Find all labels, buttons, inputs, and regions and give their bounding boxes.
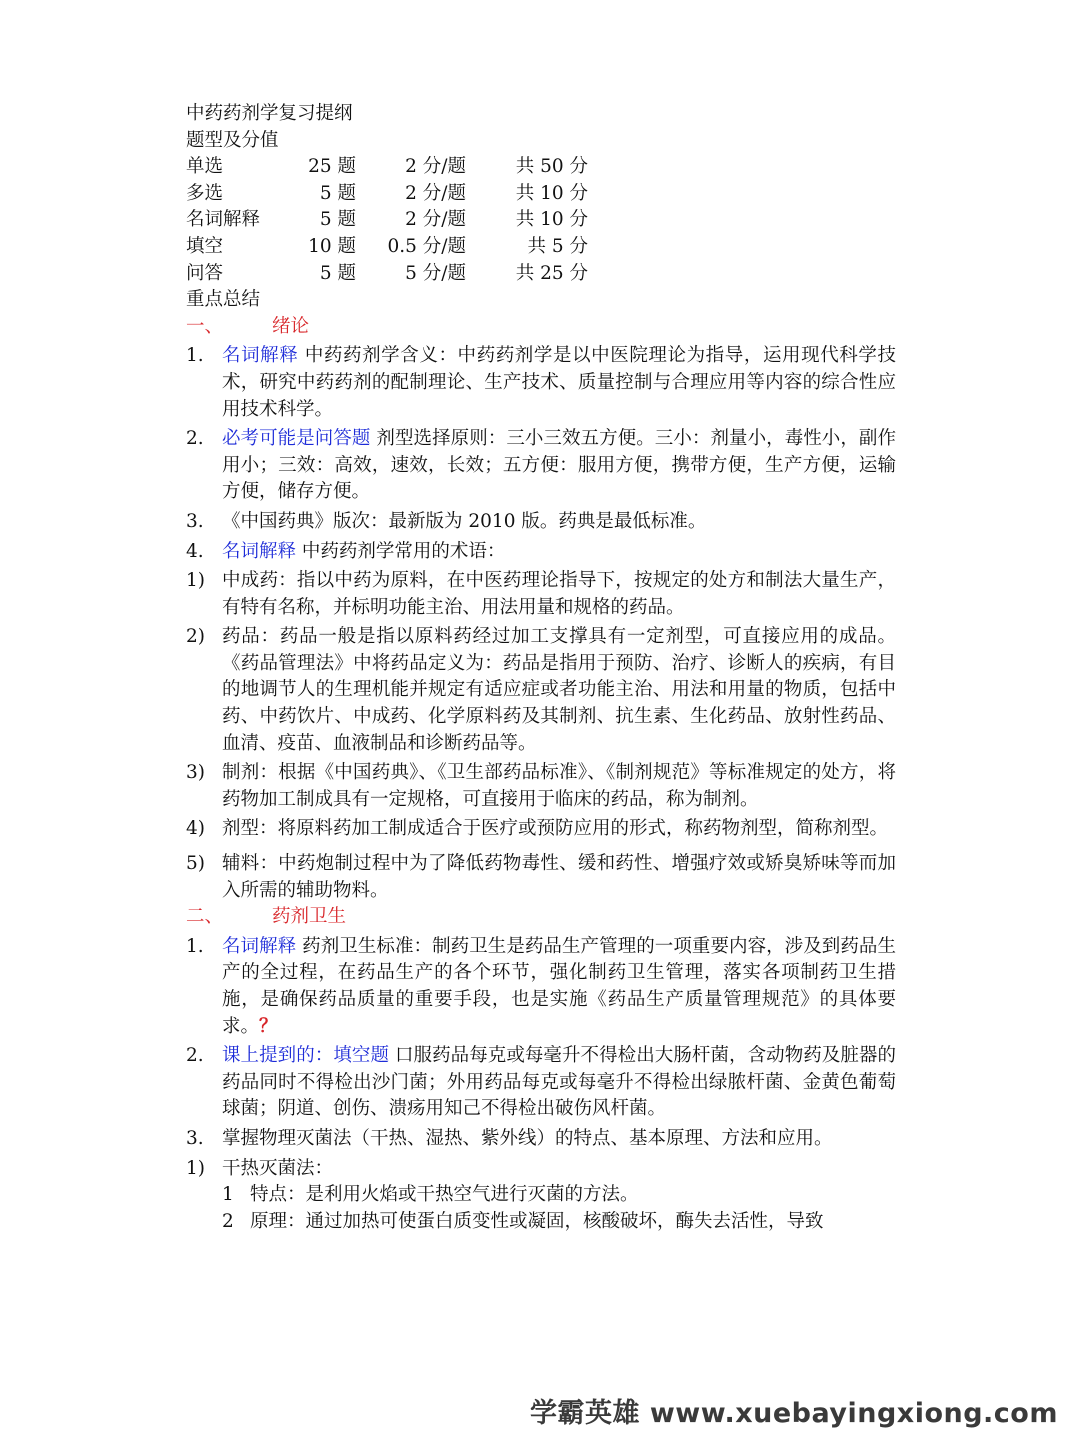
list-item bbox=[186, 343, 896, 423]
item-tag: 必考可能是问答题 bbox=[222, 428, 371, 450]
item-text: 《中国药典》版次：最新版为 2010 版。药典是最低标准。 bbox=[222, 510, 707, 532]
item-number: 3) bbox=[186, 762, 205, 784]
score-total: 共 10 分 bbox=[515, 182, 588, 204]
item-number: 2) bbox=[186, 626, 205, 648]
item-text: 药剂卫生标准：制药卫生是药品生产管理的一项重要内容，涉及到药品生产的全过程，在药品生产的各个环节，强化制药卫生管理，落实各项制药卫生措施，是确保药品质量的重要手段，也是实施《药品生产质量管理规范》的具体要求。 bbox=[222, 935, 896, 1037]
term-item bbox=[186, 568, 896, 621]
term-item bbox=[186, 816, 896, 843]
list-item bbox=[186, 509, 896, 536]
score-count: 25 题 bbox=[308, 156, 356, 178]
score-per: 2 分/题 bbox=[405, 182, 466, 204]
item-number: 2. bbox=[186, 428, 204, 450]
score-count: 10 题 bbox=[308, 235, 356, 257]
item-text: 掌握物理灭菌法（干热、湿热、紫外线）的特点、基本原理、方法和应用。 bbox=[222, 1127, 833, 1149]
item-text: 剂型选择原则：三小三效五方便。三小：剂量小，毒性小，副作用小；三效：高效，速效，长效；五方便：服用方便，携带方便，生产方便，运输方便，储存方便。 bbox=[222, 428, 896, 503]
score-count: 5 题 bbox=[319, 182, 356, 204]
item-text: 中成药：指以中药为原料，在中医药理论指导下，按规定的处方和制法大量生产，有特有名称，并标明功能主治、用法用量和规格的药品。 bbox=[222, 570, 896, 618]
score-total: 共 25 分 bbox=[515, 262, 588, 284]
section-number: 二、 bbox=[186, 906, 224, 928]
sub-point bbox=[186, 1182, 896, 1209]
item-number: 4. bbox=[186, 540, 204, 562]
score-row bbox=[186, 181, 896, 208]
score-row bbox=[186, 207, 896, 234]
item-text: 干热灭菌法： bbox=[222, 1157, 334, 1179]
item-text: 口服药品每克或每毫升不得检出大肠杆菌，含动物药及脏器的药品同时不得检出沙门菌；外用药品每克或每毫升不得检出绿脓杆菌、金黄色葡萄球菌；阴道、创伤、溃疡用知己不得检出破伤风杆菌。 bbox=[222, 1045, 896, 1120]
section-title: 绪论 bbox=[272, 315, 310, 337]
score-type: 名词解释 bbox=[186, 209, 261, 231]
item-text: 辅料：中药炮制过程中为了降低药物毒性、缓和药性、增强疗效或矫臭矫味等而加入所需的辅助物料。 bbox=[222, 853, 896, 901]
score-type: 多选 bbox=[186, 182, 224, 204]
score-total: 共 5 分 bbox=[527, 235, 588, 257]
item-number: 1) bbox=[186, 570, 205, 592]
score-total: 共 50 分 bbox=[515, 156, 588, 178]
section-title: 药剂卫生 bbox=[272, 906, 347, 928]
item-text: 中药药剂学含义：中药药剂学是以中医院理论为指导，运用现代科学技术，研究中药药剂的配制理论、生产技术、质量控制与合理应用等内容的综合性应用技术科学。 bbox=[222, 345, 896, 420]
score-row bbox=[186, 154, 896, 181]
score-type: 单选 bbox=[186, 156, 224, 178]
point-number: 1 bbox=[222, 1184, 234, 1206]
point-number: 2 bbox=[222, 1210, 234, 1232]
score-type: 填空 bbox=[186, 235, 224, 257]
sub-point bbox=[186, 1209, 896, 1236]
item-tag: 课上提到的：填空题 bbox=[222, 1045, 390, 1067]
term-item bbox=[186, 760, 896, 813]
score-per: 0.5 分/题 bbox=[387, 235, 466, 257]
item-tag: 名词解释 bbox=[222, 540, 297, 562]
term-item bbox=[186, 851, 896, 904]
item-text: 药品：药品一般是指以原料药经过加工支撑具有一定剂型，可直接应用的成品。《药品管理法》中将药品定义为：药品是指用于预防、治疗、诊断人的疾病，有目的地调节人的生理机能并规定有适应症或者功能主治、用法和用量的物质，包括中药、中药饮片、中成药、化学原料药及其制剂、抗生素、生化药品、放射性药品、血清、疫苗、血液制品和诊断药品等。 bbox=[222, 626, 896, 754]
document-page bbox=[186, 101, 896, 1235]
question-mark: ？ bbox=[259, 1015, 278, 1037]
item-body bbox=[222, 343, 896, 423]
item-body bbox=[222, 426, 896, 506]
score-count: 5 题 bbox=[319, 209, 356, 231]
score-row bbox=[186, 261, 896, 288]
footer-watermark: 学霸英雄 www.xuebayingxiong.com bbox=[529, 1398, 1058, 1429]
item-body bbox=[222, 539, 896, 566]
term-item bbox=[186, 624, 896, 757]
item-number: 1. bbox=[186, 935, 204, 957]
score-table bbox=[186, 154, 896, 287]
point-text: 特点：是利用火焰或干热空气进行灭菌的方法。 bbox=[250, 1184, 639, 1206]
item-number: 3. bbox=[186, 1127, 204, 1149]
score-per: 2 分/题 bbox=[405, 156, 466, 178]
summary-heading: 重点总结 bbox=[186, 289, 261, 311]
item-body bbox=[222, 1043, 896, 1123]
term-item bbox=[186, 1156, 896, 1183]
item-body bbox=[222, 934, 896, 1040]
score-type: 问答 bbox=[186, 262, 224, 284]
item-number: 5) bbox=[186, 853, 205, 875]
item-number: 1. bbox=[186, 345, 204, 367]
point-text: 原理：通过加热可使蛋白质变性或凝固，核酸破坏，酶失去活性，导致 bbox=[250, 1210, 824, 1232]
section-heading bbox=[186, 314, 896, 341]
score-per: 5 分/题 bbox=[405, 262, 466, 284]
item-text: 中药药剂学常用的术语： bbox=[296, 540, 506, 562]
section-heading bbox=[186, 904, 896, 931]
score-row bbox=[186, 234, 896, 261]
item-number: 1) bbox=[186, 1157, 205, 1179]
list-item bbox=[186, 539, 896, 566]
score-count: 5 题 bbox=[319, 262, 356, 284]
item-number: 2. bbox=[186, 1045, 204, 1067]
list-item bbox=[186, 1126, 896, 1153]
section-number: 一、 bbox=[186, 315, 224, 337]
item-text: 剂型：将原料药加工制成适合于医疗或预防应用的形式，称药物剂型，简称剂型。 bbox=[222, 818, 889, 840]
score-per: 2 分/题 bbox=[405, 209, 466, 231]
item-tag: 名词解释 bbox=[222, 345, 299, 367]
item-number: 4) bbox=[186, 818, 205, 840]
list-item bbox=[186, 934, 896, 1040]
score-total: 共 10 分 bbox=[515, 209, 588, 231]
item-tag: 名词解释 bbox=[222, 935, 297, 957]
doc-title: 中药药剂学复习提纲 bbox=[186, 103, 353, 124]
item-number: 3. bbox=[186, 510, 204, 532]
list-item bbox=[186, 1043, 896, 1123]
item-text: 制剂：根据《中国药典》、《卫生部药品标准》、《制剂规范》等标准规定的处方，将药物加工制成具有一定规格，可直接用于临床的药品，称为制剂。 bbox=[222, 762, 896, 810]
types-heading: 题型及分值 bbox=[186, 129, 279, 151]
list-item bbox=[186, 426, 896, 506]
